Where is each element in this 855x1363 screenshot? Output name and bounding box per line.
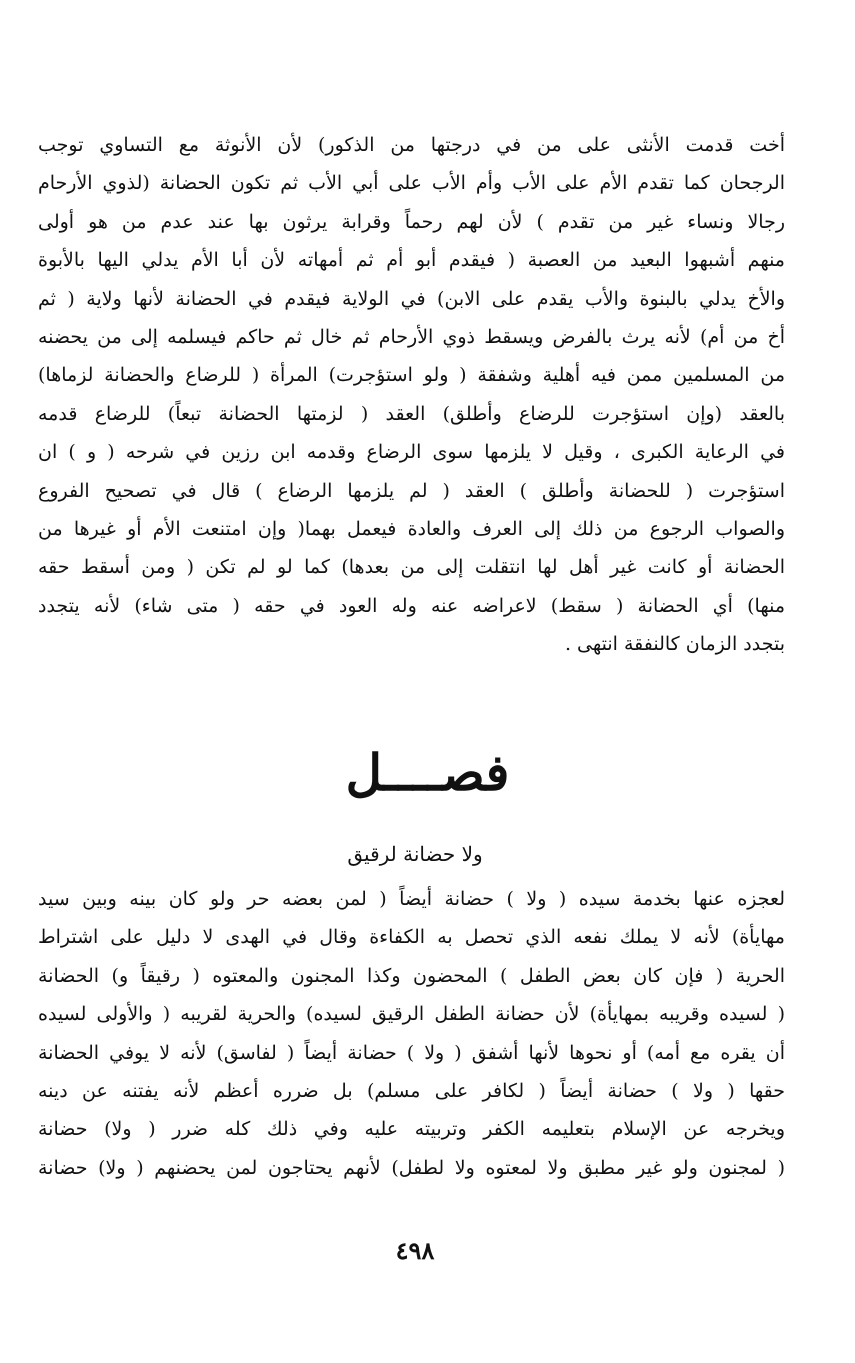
top-paragraph — [38, 126, 785, 663]
text-line: والأخ يدلي بالبنوة والأب يقدم على الابن) في الولاية فيقدم في الحضانة لأنها ولاية ( ثم — [38, 287, 785, 310]
text-line: أخت قدمت الأنثى على من في درجتها من الذكور) لأن الأنوثة مع التساوي توجب — [38, 134, 785, 156]
bottom-paragraph — [38, 880, 785, 1187]
text-line: استؤجرت ( للحضانة وأطلق ) العقد ( لم يلزمها الرضاع ) قال في تصحيح الفروع — [38, 479, 785, 502]
text-line: مهايأة) لأنه لا يملك نفعه الذي تحصل به الكفاءة وقال في الهدى لا دليل على اشتراط — [38, 926, 785, 949]
text-line: حقها ( ولا ) حضانة أيضاً ( لكافر على مسلم) بل ضرره أعظم لأنه يفتنه عن دينه — [38, 1079, 785, 1102]
text-line: ( لمجنون ولو غير مطبق ولا لمعتوه ولا لطفل) لأنهم يحتاجون لمن يحضنهم ( ولا) حضانة — [38, 1156, 785, 1179]
text-line: بالعقد (وإن استؤجرت للرضاع وأطلق) العقد ( لزمتها الحضانة تبعاً) للرضاع قدمه — [38, 402, 785, 425]
text-line: في الرعاية الكبرى ، وقيل لا يلزمها سوى الرضاع وقدمه ابن رزين في شرحه ( و ) ان — [38, 441, 785, 464]
text-line: منهم أشبهوا البعيد من العصبة ( فيقدم أبو أم ثم أمهاته لأن أبا الأم يدلي اليها بالأبوة — [38, 249, 785, 272]
text-line: أن يقره مع أمه) أو نحوها لأنها أشفق ( ولا ) حضانة أيضاً ( لفاسق) لأنه لا يوفي الحضانة — [38, 1041, 785, 1064]
text-line: والصواب الرجوع من ذلك إلى العرف والعادة فيعمل بهما( وإن امتنعت الأم أو غيرها من — [38, 517, 785, 540]
text-line: لعجزه عنها بخدمة سيده ( ولا ) حضانة أيضاً ( لمن بعضه حر ولو كان بينه وبين سيد — [38, 888, 785, 910]
text-line: ويخرجه عن الإسلام بتعليمه الكفر وتربيته عليه وفي ذلك كله ضرر ( ولا) حضانة — [38, 1118, 785, 1141]
page-number: ٤٩٨ — [395, 1236, 435, 1265]
text-line: منها) أي الحضانة ( سقط) لاعراضه عنه وله العود في حقه ( متى شاء) لأنه يتجدد — [38, 594, 785, 617]
text-line: الحضانة أو كانت غير أهل لها انتقلت إلى من بعدها) كما لو لم تكن ( ومن أسقط حقه — [38, 556, 785, 579]
section-heading: فصــــل — [345, 743, 510, 802]
text-line: الحرية ( فإن كان بعض الطفل ) المحضون وكذا المجنون والمعتوه ( رقيقاً و) الحضانة — [38, 964, 785, 987]
text-line: الرجحان كما تقدم الأم على الأب وأم الأب على أبي الأب ثم تكون الحضانة (لذوي الأرحام — [38, 172, 785, 195]
text-line: أخ من أم) لأنه يرث بالفرض ويسقط ذوي الأرحام ثم خال ثم حاكم فيسلمه إلى من يحضنه — [38, 325, 785, 348]
text-line: بتجدد الزمان كالنفقة انتهى . — [564, 633, 785, 656]
text-line: ( لسيده وقريبه بمهايأة) لأن حضانة الطفل الرقيق لسيده) والحرية لقريبه ( والأولى لسيده — [38, 1003, 785, 1026]
text-line: رجالا ونساء غير من تقدم ) لأن لهم رحماً وقرابة يرثون بها عند عدم من هو أولى — [38, 210, 785, 233]
subheading: ولا حضانة لرقيق — [347, 842, 483, 866]
text-line: من المسلمين ممن فيه أهلية وشفقة ( ولو استؤجرت) المرأة ( للرضاع والحضانة لزماها) — [38, 364, 785, 387]
